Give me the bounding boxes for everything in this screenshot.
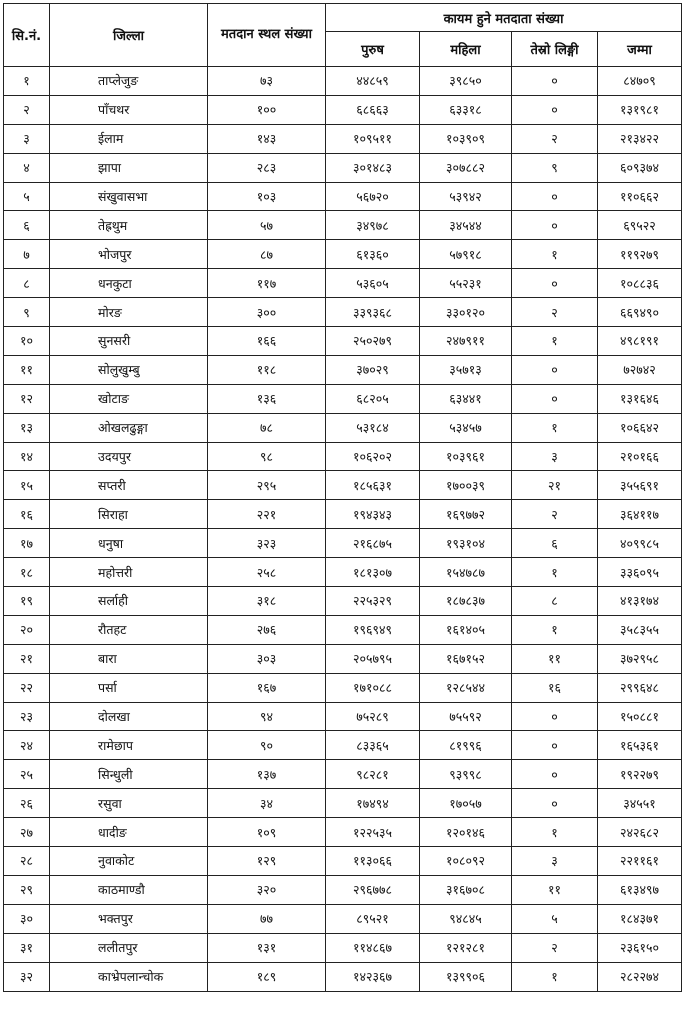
cell-stations: १२९ (208, 847, 326, 876)
cell-female: १९३१०४ (420, 529, 512, 558)
cell-total: ६६९४९० (598, 298, 682, 327)
cell-sn: ११ (4, 355, 50, 384)
cell-third-gender: २ (512, 124, 598, 153)
cell-sn: १९ (4, 587, 50, 616)
cell-stations: ३२३ (208, 529, 326, 558)
table-body (4, 67, 682, 992)
cell-district: खोटाङ (50, 384, 208, 413)
cell-third-gender: ० (512, 182, 598, 211)
table-row (4, 67, 682, 96)
cell-district: धनुषा (50, 529, 208, 558)
cell-total: ३५५६९१ (598, 471, 682, 500)
cell-female: ३१६७०८ (420, 875, 512, 904)
cell-stations: १४३ (208, 124, 326, 153)
cell-stations: १३१ (208, 933, 326, 962)
cell-stations: १०३ (208, 182, 326, 211)
cell-sn: ९ (4, 298, 50, 327)
cell-stations: ५७ (208, 211, 326, 240)
table-row (4, 673, 682, 702)
cell-male: ७५२८९ (326, 702, 420, 731)
cell-stations: ९४ (208, 702, 326, 731)
cell-total: १३१६४६ (598, 384, 682, 413)
table-row (4, 240, 682, 269)
table-row (4, 818, 682, 847)
cell-total: २४२६८२ (598, 818, 682, 847)
cell-male: १८५६३१ (326, 471, 420, 500)
cell-total: २८२२७४ (598, 962, 682, 991)
cell-total: ८४७०९ (598, 67, 682, 96)
cell-third-gender: ५ (512, 904, 598, 933)
cell-male: ८३३६५ (326, 731, 420, 760)
header-sn: सि.नं. (4, 4, 50, 67)
cell-female: ३९८५० (420, 67, 512, 96)
cell-district: धनकुटा (50, 269, 208, 298)
cell-district: सिन्धुली (50, 760, 208, 789)
cell-district: सप्तरी (50, 471, 208, 500)
cell-third-gender: ० (512, 67, 598, 96)
cell-district: तेह्रथुम (50, 211, 208, 240)
cell-female: ३०७८८२ (420, 153, 512, 182)
cell-stations: ११७ (208, 269, 326, 298)
header-stations: मतदान स्थल संख्या (208, 4, 326, 67)
cell-district: झापा (50, 153, 208, 182)
cell-female: ३५७१३ (420, 355, 512, 384)
cell-male: १४२३६७ (326, 962, 420, 991)
cell-female: १२८५४४ (420, 673, 512, 702)
cell-stations: ३४ (208, 789, 326, 818)
cell-district: रौतहट (50, 615, 208, 644)
cell-third-gender: १६ (512, 673, 598, 702)
cell-female: १२०१४६ (420, 818, 512, 847)
table-row (4, 904, 682, 933)
cell-female: १७००३९ (420, 471, 512, 500)
table-row (4, 384, 682, 413)
cell-stations: ७७ (208, 904, 326, 933)
cell-sn: १६ (4, 500, 50, 529)
cell-third-gender: १ (512, 818, 598, 847)
cell-male: ६८२०५ (326, 384, 420, 413)
cell-total: ११९२७९ (598, 240, 682, 269)
cell-district: मोरङ (50, 298, 208, 327)
cell-stations: १०० (208, 95, 326, 124)
cell-sn: १ (4, 67, 50, 96)
cell-stations: २५८ (208, 558, 326, 587)
cell-female: १०३९०९ (420, 124, 512, 153)
cell-male: ५३६०५ (326, 269, 420, 298)
table-row (4, 95, 682, 124)
cell-total: २१०१६६ (598, 442, 682, 471)
header-female: महिला (420, 32, 512, 67)
cell-male: १८१३०७ (326, 558, 420, 587)
cell-stations: ११८ (208, 355, 326, 384)
cell-male: १२२५३५ (326, 818, 420, 847)
table-row (4, 587, 682, 616)
cell-third-gender: १ (512, 558, 598, 587)
cell-sn: २८ (4, 847, 50, 876)
cell-stations: ९८ (208, 442, 326, 471)
voter-table (3, 3, 682, 992)
cell-male: ४४८५९ (326, 67, 420, 96)
cell-third-gender: ११ (512, 875, 598, 904)
table-row (4, 413, 682, 442)
cell-third-gender: २ (512, 933, 598, 962)
cell-total: ४९८१९१ (598, 327, 682, 356)
cell-third-gender: २१ (512, 471, 598, 500)
cell-male: २१६८७५ (326, 529, 420, 558)
cell-sn: २१ (4, 644, 50, 673)
cell-third-gender: ९ (512, 153, 598, 182)
cell-male: ५६७२० (326, 182, 420, 211)
cell-district: महोत्तरी (50, 558, 208, 587)
cell-district: ताप्लेजुङ (50, 67, 208, 96)
cell-stations: १६७ (208, 673, 326, 702)
header-district: जिल्ला (50, 4, 208, 67)
cell-stations: २७६ (208, 615, 326, 644)
cell-district: दोलखा (50, 702, 208, 731)
cell-district: नुवाकोट (50, 847, 208, 876)
table-row (4, 211, 682, 240)
cell-female: १६९७७२ (420, 500, 512, 529)
cell-male: १९४३४३ (326, 500, 420, 529)
cell-male: १९६९४९ (326, 615, 420, 644)
cell-female: १२१२८१ (420, 933, 512, 962)
cell-third-gender: १ (512, 962, 598, 991)
cell-male: २९६७७८ (326, 875, 420, 904)
cell-male: ३३९३६८ (326, 298, 420, 327)
cell-district: भक्तपुर (50, 904, 208, 933)
table-row (4, 442, 682, 471)
cell-sn: ३० (4, 904, 50, 933)
cell-stations: ७८ (208, 413, 326, 442)
cell-third-gender: ० (512, 384, 598, 413)
cell-sn: २ (4, 95, 50, 124)
cell-female: १७०५७ (420, 789, 512, 818)
cell-male: २२५३२९ (326, 587, 420, 616)
header-male: पुरुष (326, 32, 420, 67)
cell-female: ३४५४४ (420, 211, 512, 240)
cell-female: ५७९१८ (420, 240, 512, 269)
cell-third-gender: ३ (512, 442, 598, 471)
cell-district: रसुवा (50, 789, 208, 818)
cell-third-gender: ११ (512, 644, 598, 673)
cell-total: ११०६६२ (598, 182, 682, 211)
cell-female: १०८०९२ (420, 847, 512, 876)
cell-sn: १७ (4, 529, 50, 558)
cell-sn: ७ (4, 240, 50, 269)
cell-total: ६१३४९७ (598, 875, 682, 904)
cell-district: पर्सा (50, 673, 208, 702)
cell-sn: २९ (4, 875, 50, 904)
cell-stations: ३२० (208, 875, 326, 904)
table-header (4, 4, 682, 67)
table-row (4, 760, 682, 789)
table-row (4, 124, 682, 153)
table-row (4, 789, 682, 818)
header-third-gender: तेस्रो लिङ्गी (512, 32, 598, 67)
cell-female: ९४८४५ (420, 904, 512, 933)
cell-sn: २४ (4, 731, 50, 760)
cell-district: रामेछाप (50, 731, 208, 760)
cell-male: ३४९७८ (326, 211, 420, 240)
cell-sn: ८ (4, 269, 50, 298)
cell-district: धादीङ (50, 818, 208, 847)
cell-district: संखुवासभा (50, 182, 208, 211)
cell-stations: २८३ (208, 153, 326, 182)
cell-male: ८९५२१ (326, 904, 420, 933)
cell-female: २४७९११ (420, 327, 512, 356)
cell-total: १३१९८१ (598, 95, 682, 124)
cell-third-gender: ० (512, 702, 598, 731)
cell-sn: ५ (4, 182, 50, 211)
cell-sn: २० (4, 615, 50, 644)
cell-female: ६३४४१ (420, 384, 512, 413)
table-row (4, 644, 682, 673)
cell-stations: १६६ (208, 327, 326, 356)
cell-female: ३३०१२० (420, 298, 512, 327)
cell-total: १६५३६१ (598, 731, 682, 760)
cell-total: १०८८३६ (598, 269, 682, 298)
cell-total: ७२७४२ (598, 355, 682, 384)
cell-female: ८१९९६ (420, 731, 512, 760)
table-row (4, 962, 682, 991)
cell-male: १०६२०२ (326, 442, 420, 471)
cell-third-gender: १ (512, 413, 598, 442)
cell-total: २१३४२२ (598, 124, 682, 153)
cell-male: ६१३६० (326, 240, 420, 269)
cell-female: ५३९४२ (420, 182, 512, 211)
cell-total: ४१३१७४ (598, 587, 682, 616)
table-row (4, 153, 682, 182)
table-row (4, 298, 682, 327)
cell-female: ६३३१८ (420, 95, 512, 124)
cell-female: १३९९०६ (420, 962, 512, 991)
cell-male: ११४८६७ (326, 933, 420, 962)
cell-third-gender: ० (512, 211, 598, 240)
cell-third-gender: ० (512, 760, 598, 789)
cell-male: २५०२७९ (326, 327, 420, 356)
cell-total: ३५८३५५ (598, 615, 682, 644)
table-row (4, 269, 682, 298)
cell-female: १६१४०५ (420, 615, 512, 644)
cell-third-gender: ० (512, 95, 598, 124)
cell-male: ३७०२९ (326, 355, 420, 384)
cell-sn: १२ (4, 384, 50, 413)
cell-male: ६८६६३ (326, 95, 420, 124)
cell-sn: २३ (4, 702, 50, 731)
cell-total: २३६१५० (598, 933, 682, 962)
cell-district: सुनसरी (50, 327, 208, 356)
table-row (4, 731, 682, 760)
cell-sn: ३२ (4, 962, 50, 991)
table-row (4, 355, 682, 384)
cell-sn: ३१ (4, 933, 50, 962)
table-row (4, 615, 682, 644)
cell-third-gender: ६ (512, 529, 598, 558)
cell-sn: २६ (4, 789, 50, 818)
cell-sn: २५ (4, 760, 50, 789)
cell-district: काभ्रेपलान्चोक (50, 962, 208, 991)
header-voters-group: कायम हुने मतदाता संख्या (326, 4, 682, 32)
cell-stations: १३६ (208, 384, 326, 413)
cell-male: ५३१८४ (326, 413, 420, 442)
cell-total: ३६४११७ (598, 500, 682, 529)
cell-female: ९३९९८ (420, 760, 512, 789)
cell-third-gender: २ (512, 500, 598, 529)
cell-male: २०५७९५ (326, 644, 420, 673)
cell-third-gender: ३ (512, 847, 598, 876)
cell-third-gender: ० (512, 789, 598, 818)
cell-district: ललीतपुर (50, 933, 208, 962)
cell-sn: ४ (4, 153, 50, 182)
cell-female: १५४७८७ (420, 558, 512, 587)
cell-stations: १८९ (208, 962, 326, 991)
cell-female: ५५२३१ (420, 269, 512, 298)
table-row (4, 327, 682, 356)
cell-sn: २७ (4, 818, 50, 847)
cell-stations: १३७ (208, 760, 326, 789)
cell-total: ६९५२२ (598, 211, 682, 240)
cell-third-gender: १ (512, 240, 598, 269)
cell-third-gender: ० (512, 731, 598, 760)
cell-sn: ३ (4, 124, 50, 153)
cell-stations: २९५ (208, 471, 326, 500)
table-row (4, 529, 682, 558)
cell-total: १०६६४२ (598, 413, 682, 442)
cell-district: ईलाम (50, 124, 208, 153)
table-row (4, 702, 682, 731)
cell-total: १९२२७९ (598, 760, 682, 789)
cell-stations: १०९ (208, 818, 326, 847)
cell-third-gender: २ (512, 298, 598, 327)
table-row (4, 182, 682, 211)
cell-stations: ७३ (208, 67, 326, 96)
table-row (4, 558, 682, 587)
cell-male: १७४९४ (326, 789, 420, 818)
table-row (4, 471, 682, 500)
cell-female: १६७१५२ (420, 644, 512, 673)
cell-sn: १५ (4, 471, 50, 500)
cell-district: ओखलढुङ्गा (50, 413, 208, 442)
cell-district: बारा (50, 644, 208, 673)
cell-stations: २२१ (208, 500, 326, 529)
table-row (4, 875, 682, 904)
cell-stations: ३०३ (208, 644, 326, 673)
cell-third-gender: ० (512, 269, 598, 298)
cell-female: ७५५९२ (420, 702, 512, 731)
cell-female: ५३४५७ (420, 413, 512, 442)
cell-sn: १० (4, 327, 50, 356)
cell-stations: ३१८ (208, 587, 326, 616)
cell-female: १८७८३७ (420, 587, 512, 616)
table-row (4, 933, 682, 962)
cell-male: ३०१४८३ (326, 153, 420, 182)
cell-third-gender: ० (512, 355, 598, 384)
cell-total: २९९६४८ (598, 673, 682, 702)
cell-male: १०९५११ (326, 124, 420, 153)
cell-male: ९८२८१ (326, 760, 420, 789)
cell-total: ६०९३७४ (598, 153, 682, 182)
cell-stations: ९० (208, 731, 326, 760)
table-row (4, 847, 682, 876)
header-total: जम्मा (598, 32, 682, 67)
cell-sn: १८ (4, 558, 50, 587)
cell-third-gender: १ (512, 615, 598, 644)
cell-district: पाँचथर (50, 95, 208, 124)
cell-third-gender: ८ (512, 587, 598, 616)
cell-sn: १४ (4, 442, 50, 471)
cell-male: ११३०६६ (326, 847, 420, 876)
cell-total: १८४३७१ (598, 904, 682, 933)
cell-total: ३४५५१ (598, 789, 682, 818)
cell-stations: ८७ (208, 240, 326, 269)
cell-district: सिराहा (50, 500, 208, 529)
table-row (4, 500, 682, 529)
cell-stations: ३०० (208, 298, 326, 327)
cell-female: १०३९६१ (420, 442, 512, 471)
cell-district: सर्लाही (50, 587, 208, 616)
cell-total: १५०८८१ (598, 702, 682, 731)
cell-total: ३३६०९५ (598, 558, 682, 587)
cell-third-gender: १ (512, 327, 598, 356)
cell-district: भोजपुर (50, 240, 208, 269)
cell-total: ३७२९५८ (598, 644, 682, 673)
cell-district: उदयपुर (50, 442, 208, 471)
cell-district: सोलुखुम्बु (50, 355, 208, 384)
cell-sn: ६ (4, 211, 50, 240)
cell-sn: २२ (4, 673, 50, 702)
cell-male: १७१०८८ (326, 673, 420, 702)
cell-district: काठमाण्डौ (50, 875, 208, 904)
cell-total: ४०९९८५ (598, 529, 682, 558)
cell-total: २२११६१ (598, 847, 682, 876)
cell-sn: १३ (4, 413, 50, 442)
